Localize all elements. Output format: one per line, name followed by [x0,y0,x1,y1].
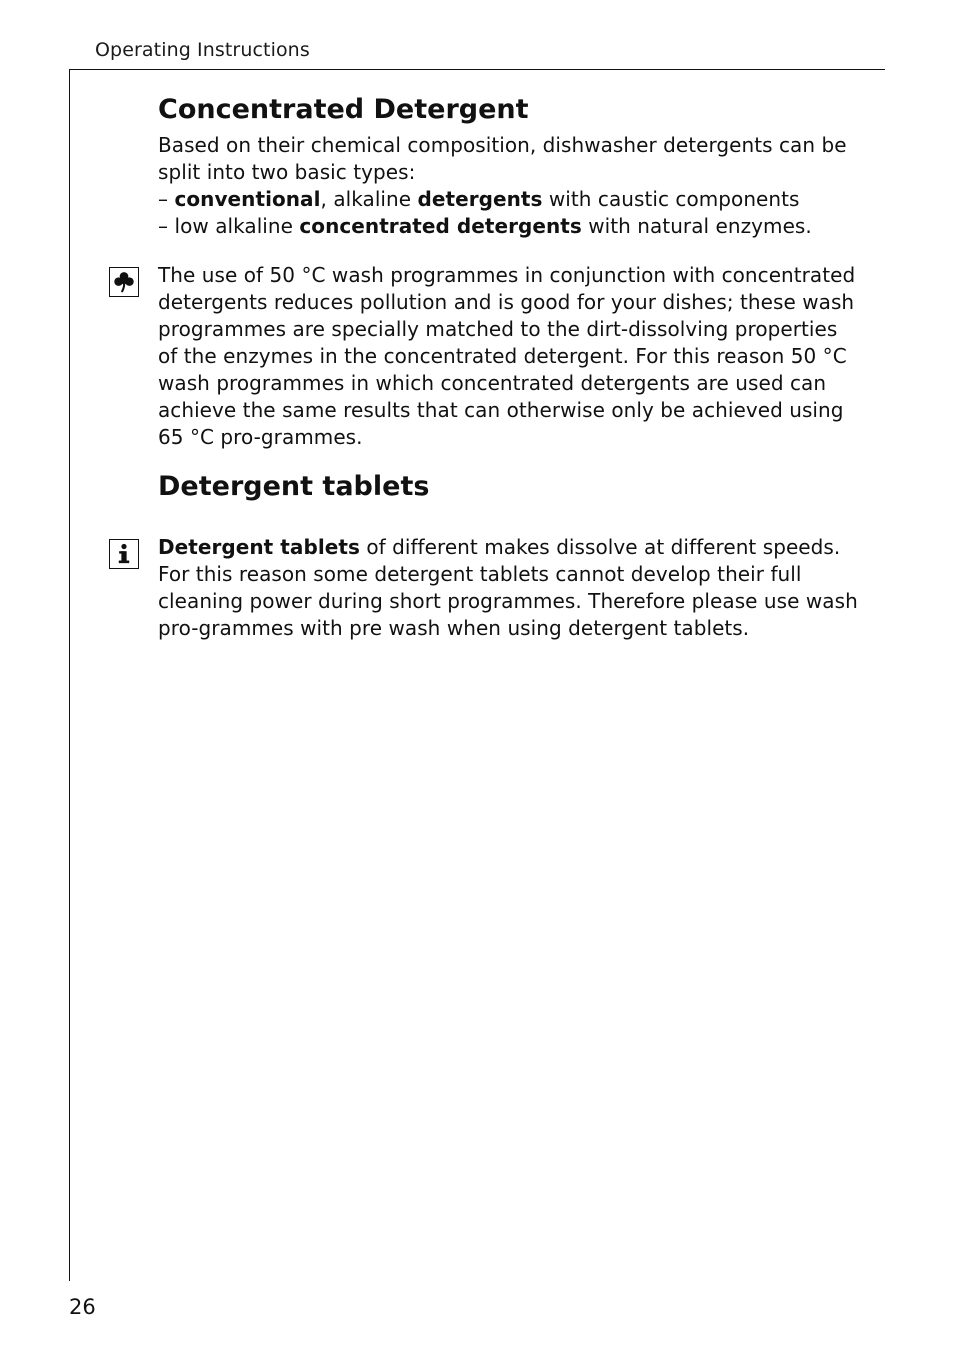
bold-conventional: conventional [174,187,321,211]
header-rule [69,69,885,70]
intro-paragraph [158,132,858,186]
info-icon [109,539,139,569]
info-note-text [158,534,858,642]
bullet-text: with natural enzymes. [581,214,812,238]
intro-text: Based on their chemical composition, dishwasher detergents can be split into two basic types: [158,133,847,184]
environment-note-text: The use of 50 °C wash programmes in conjunction with concentrated detergents reduces pollution and is good for your dishes; these wash programmes are specially matched to the dirt-dissolving properties of the enzymes in the concentrated detergent. For this reason 50 °C wash programmes in which concentrated detergents are used can achieve the same results that can otherwise only be achieved using 65 °C pro-grammes. [158,263,856,449]
page-content [158,90,858,642]
page-number: 26 [69,1295,96,1319]
running-header: Operating Instructions [95,39,310,61]
bold-detergent-tablets: Detergent tablets [158,535,360,559]
bold-concentrated-detergents: concentrated detergents [299,214,582,238]
bullet-low-alkaline [158,213,858,240]
bullet-text: , alkaline [320,187,418,211]
section-heading-concentrated-detergent: Concentrated Detergent [158,94,529,125]
bullet-conventional [158,186,858,213]
environment-note [158,262,858,451]
info-note [158,534,858,642]
info-note-body: of different makes dissolve at different speeds. For this reason some detergent tablets cannot develop their full cleaning power during short programmes. Therefore please use wash pro-grammes with pre wash when using detergent tablets. [158,535,858,640]
bullet-text: with caustic components [542,187,800,211]
bullet-dash: – [158,214,169,238]
bullet-text: low alkaline [174,214,300,238]
margin-rule [69,69,70,1281]
bullet-dash: – [158,187,169,211]
section-heading-detergent-tablets: Detergent tablets [158,471,430,502]
environment-clover-icon [109,267,139,297]
bold-detergents: detergents [417,187,543,211]
